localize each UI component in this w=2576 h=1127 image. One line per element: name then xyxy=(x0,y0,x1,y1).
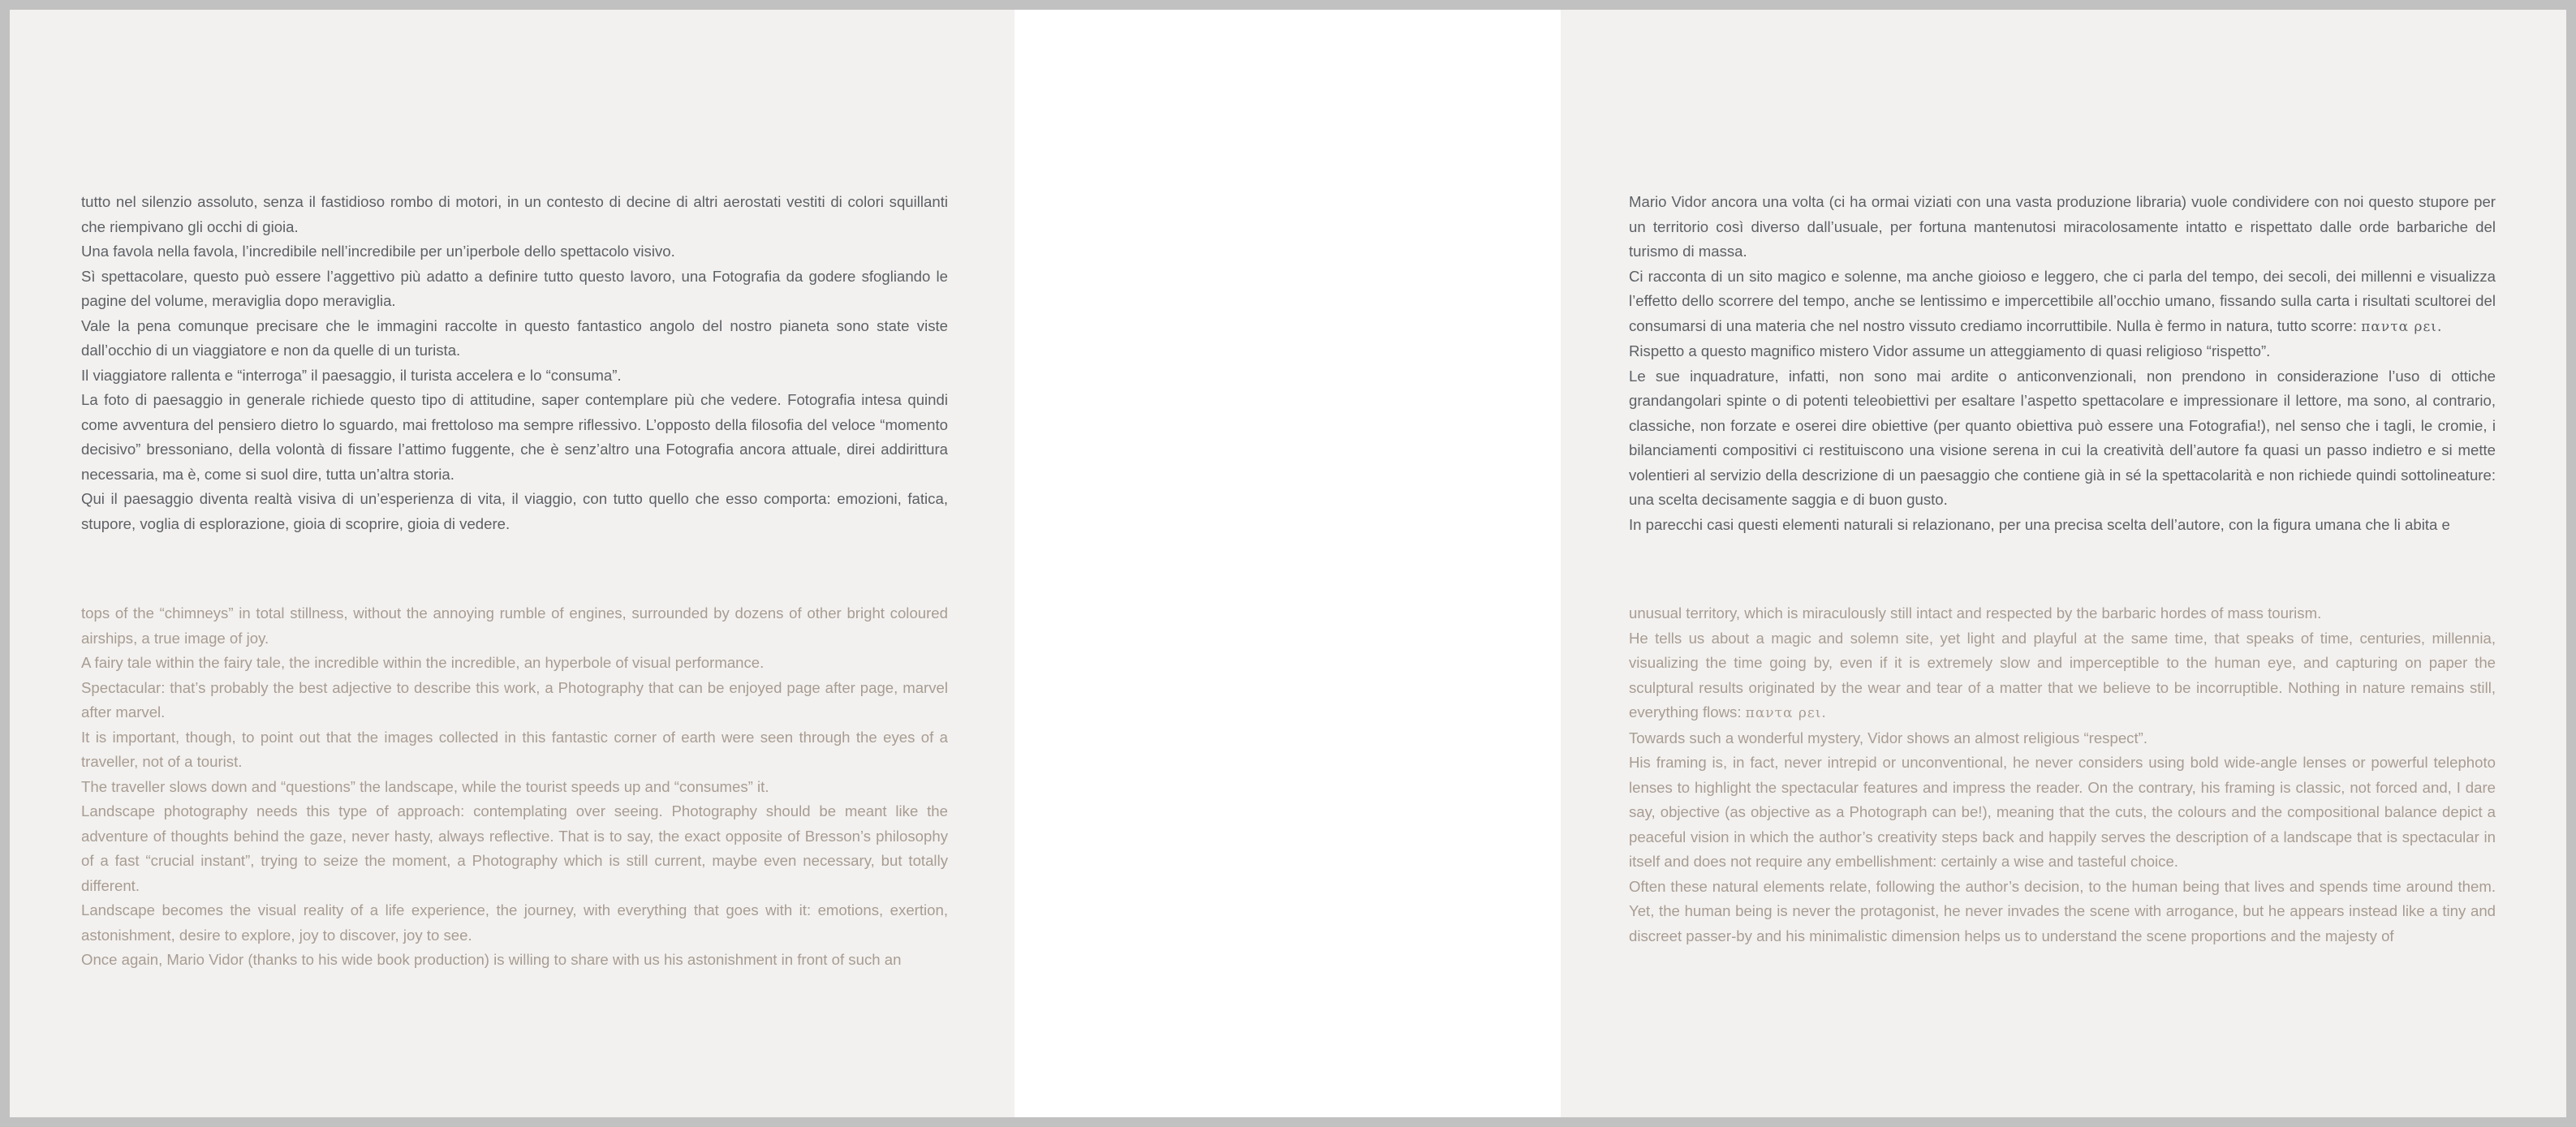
page-gutter xyxy=(1014,10,1561,1117)
paragraph: Le sue inquadrature, infatti, non sono mai ardite o anticonvenzionali, non prendono in considerazione l’uso di ottiche grandangolari spinte o di potenti teleobiettivi per esaltare l’aspetto spettacolare e impressionare il lettore, ma sono, al contrario, classiche, non forzate e oserei dire obiettive (per quanto obiettiva può essere una Fotografia!), nel senso che i tagli, le cromie, i bilanciamenti compositivi ci restituiscono una visione serena in cui la creatività dell’autore fa quasi un passo indietro e si mette volentieri al servizio della descrizione di un paesaggio che contiene già in sé la spettacolarità e non richiede quindi sottolineature: una scelta decisamente saggia e di buon gusto. xyxy=(1629,367,2496,508)
book-spread xyxy=(10,10,2566,1117)
paragraph: His framing is, in fact, never intrepid or unconventional, he never considers using bold wide-angle lenses or powerful telephoto lenses to highlight the spectacular features and impress the reader. On the contrary, his framing is classic, not forced and, I dare say, objective (as objective as a Photograph can be!), meaning that the cuts, the colours and the compositional balance depict a peaceful vision in which the author’s creativity steps back and happily serves the description of a landscape that is spectacular in itself and does not require any embellishment: certainly a wise and tasteful choice. xyxy=(1629,754,2496,870)
paragraph: La foto di paesaggio in generale richiede questo tipo di attitudine, saper contemplare più che vedere. Fotografia intesa quindi come avventura del pensiero dietro lo sguardo, mai frettoloso ma sempre riflessivo. L’opposto della filosofia del veloce “momento decisivo” bressoniano, della volontà di fissare l’attimo fuggente, che è senz’altro una Fotografia ancora attuale, direi addirittura necessaria, ma è, come si suol dire, tutta un’altra storia. xyxy=(81,391,948,483)
paragraph: Landscape photography needs this type of approach: contemplating over seeing. Photography should be meant like the adventure of thoughts behind the gaze, never hasty, always reflective. That is to say, the exact opposite of Bresson’s philosophy of a fast “crucial instant”, trying to seize the moment, a Photography which is still current, maybe even necessary, but totally different. xyxy=(81,802,948,894)
right-page-english-text xyxy=(1629,601,2496,948)
paragraph-text: Ci racconta di un sito magico e solenne, ma anche gioioso e leggero, che ci parla del tempo, dei secoli, dei millenni e visualizza l’effetto dello scorrere del tempo, anche se lentissimo e impercettibile all’occhio umano, fissando sulla carta i risultati scultorei del consumarsi di una materia che nel nostro vissuto crediamo incorruttibile. Nulla è fermo in natura, tutto scorre: xyxy=(1629,267,2496,334)
left-page-italian-text xyxy=(81,190,948,536)
right-page-italian-text xyxy=(1629,190,2496,537)
paragraph: A fairy tale within the fairy tale, the incredible within the incredible, an hyperbole of visual performance. xyxy=(81,654,765,671)
paragraph: Landscape becomes the visual reality of a life experience, the journey, with everything that goes with it: emotions, exertion, astonishment, desire to explore, joy to discover, joy to see. xyxy=(81,901,948,944)
paragraph: Qui il paesaggio diventa realtà visiva di un’esperienza di vita, il viaggio, con tutto quello che esso comporta: emozioni, fatica, stupore, voglia di esplorazione, gioia di scoprire, gioia di vedere. xyxy=(81,490,948,532)
paragraph: Towards such a wonderful mystery, Vidor shows an almost religious “respect”. xyxy=(1629,729,2147,746)
paragraph: Mario Vidor ancora una volta (ci ha ormai viziati con una vasta produzione libraria) vuole condividere con noi questo stupore per un territorio così diverso dall’usuale, per fortuna mantenutosi miracolosamente intatto e rispettato dalle orde barbariche del turismo di massa. xyxy=(1629,193,2496,260)
paragraph: In parecchi casi questi elementi naturali si relazionano, per una precisa scelta dell’autore, con la figura umana che li abita e xyxy=(1629,515,2450,533)
left-page-english-text xyxy=(81,601,948,973)
paragraph-text: He tells us about a magic and solemn site, yet light and playful at the same time, that speaks of time, centuries, millennia, visualizing the time going by, even if it is extremely slow and imperceptible to the human eye, and capturing on paper the sculptural results originated by the wear and tear of a matter that we believe to be incorruptible. Nothing in nature remains still, everything flows: xyxy=(1629,629,2496,721)
paragraph: It is important, though, to point out that the images collected in this fantastic corner of earth were seen through the eyes of a traveller, not of a tourist. xyxy=(81,728,948,770)
paragraph: The traveller slows down and “questions” the landscape, while the tourist speeds up and “consumes” it. xyxy=(81,777,769,795)
paragraph: Spectacular: that’s probably the best adjective to describe this work, a Photography that can be enjoyed page after page, marvel after marvel. xyxy=(81,678,948,721)
paragraph: tops of the “chimneys” in total stillness, without the annoying rumble of engines, surrounded by dozens of other bright coloured airships, a true image of joy. xyxy=(81,604,948,647)
paragraph: Rispetto a questo magnifico mistero Vidor assume un atteggiamento di quasi religioso “rispetto”. xyxy=(1629,342,2271,359)
paragraph: Vale la pena comunque precisare che le immagini raccolte in questo fantastico angolo del nostro pianeta sono state viste dall’occhio di un viaggiatore e non da quelle di un turista. xyxy=(81,316,948,359)
paragraph: Often these natural elements relate, following the author’s decision, to the human being that lives and spends time around them. Yet, the human being is never the protagonist, he never invades the scene with arrogance, but he appears instead like a tiny and discreet passer-by and his minimalistic dimension helps us to understand the scene proportions and the majesty of xyxy=(1629,877,2496,944)
paragraph xyxy=(1629,626,2496,726)
paragraph: tutto nel silenzio assoluto, senza il fastidioso rombo di motori, in un contesto di decine di altri aerostati vestiti di colori squillanti che riempivano gli occhi di gioia. xyxy=(81,193,948,235)
paragraph: Sì spettacolare, questo può essere l’aggettivo più adatto a definire tutto questo lavoro, una Fotografia da godere sfogliando le pagine del volume, meraviglia dopo meraviglia. xyxy=(81,267,948,309)
paragraph: unusual territory, which is miraculously still intact and respected by the barbaric hordes of mass tourism. xyxy=(1629,604,2322,622)
paragraph xyxy=(1629,265,2496,340)
paragraph: Il viaggiatore rallenta e “interroga” il paesaggio, il turista accelera e lo “consuma”. xyxy=(81,366,622,384)
greek-phrase: παντα ρει. xyxy=(2361,318,2443,335)
paragraph: Una favola nella favola, l’incredibile nell’incredibile per un’iperbole dello spettacolo visivo. xyxy=(81,243,675,260)
paragraph: Once again, Mario Vidor (thanks to his wide book production) is willing to share with us his astonishment in front of such an xyxy=(81,951,902,968)
greek-phrase: παντα ρει. xyxy=(1745,705,1827,721)
